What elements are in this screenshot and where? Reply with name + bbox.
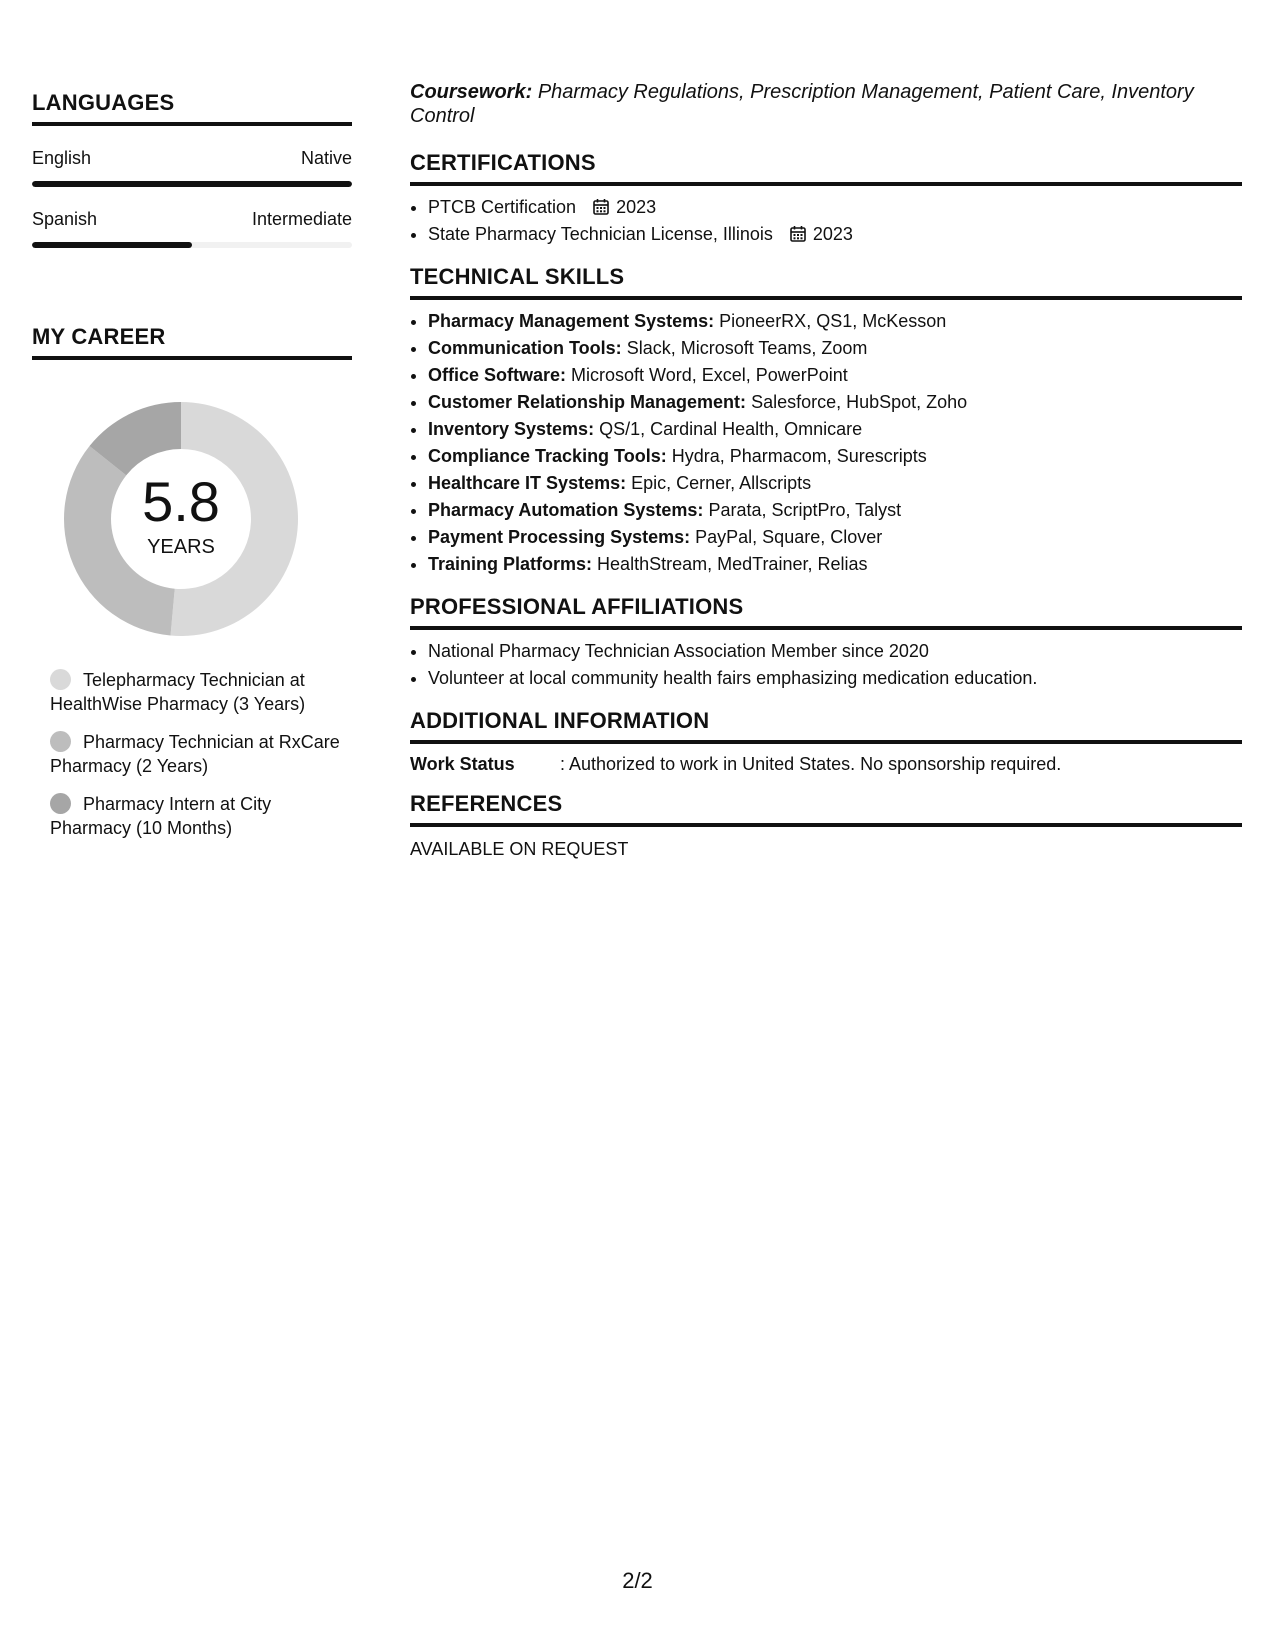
skill-values: Hydra, Pharmacom, Surescripts — [671, 446, 927, 466]
career-section — [32, 324, 352, 840]
career-heading: MY CAREER — [32, 324, 352, 360]
languages-heading: LANGUAGES — [32, 90, 352, 126]
skill-values: PayPal, Square, Clover — [695, 527, 883, 547]
right-column — [410, 80, 1242, 876]
skill-category: Payment Processing Systems: — [428, 527, 691, 547]
skill-values: Slack, Microsoft Teams, Zoom — [626, 338, 868, 358]
language-bar-fill — [32, 242, 192, 248]
languages-list — [32, 148, 352, 248]
skill-values: Epic, Cerner, Allscripts — [631, 473, 812, 493]
certification-item — [428, 221, 1242, 248]
skill-values: Parata, ScriptPro, Talyst — [708, 500, 902, 520]
references-heading: REFERENCES — [410, 791, 1242, 827]
skill-item — [428, 551, 1242, 578]
skill-values: Salesforce, HubSpot, Zoho — [751, 392, 968, 412]
references-section — [410, 791, 1242, 860]
affiliation-item: • National Pharmacy Technician Association Member since 2020 — [428, 638, 1242, 665]
language-bar — [32, 242, 352, 248]
calendar-icon — [790, 225, 806, 242]
language-name: English — [32, 148, 92, 168]
career-donut-chart — [56, 394, 306, 644]
career-legend — [50, 668, 352, 840]
additional-info-heading: ADDITIONAL INFORMATION — [410, 708, 1242, 744]
certification-year: 2023 — [616, 197, 657, 217]
skill-category: Communication Tools: — [428, 338, 622, 358]
calendar-icon — [593, 198, 609, 215]
language-item — [32, 148, 352, 187]
skill-item — [428, 389, 1242, 416]
skill-item — [428, 443, 1242, 470]
coursework-label: Coursework: — [410, 81, 533, 103]
certification-year: 2023 — [812, 224, 853, 244]
page-number: 2/2 — [622, 1568, 653, 1593]
language-bar-fill — [32, 181, 352, 187]
work-status-label: Work Status — [410, 754, 515, 774]
language-name: Spanish — [32, 209, 98, 229]
affiliations-section — [410, 594, 1242, 692]
left-column — [32, 90, 352, 854]
legend-label: Pharmacy Intern at City Pharmacy (10 Months) — [50, 794, 272, 838]
skill-values: Microsoft Word, Excel, PowerPoint — [571, 365, 848, 385]
skill-category: Customer Relationship Management: — [428, 392, 747, 412]
affiliation-item: • Volunteer at local community health fairs emphasizing medication education. — [428, 665, 1242, 692]
certifications-section — [410, 150, 1242, 248]
language-bar — [32, 181, 352, 187]
skill-item — [428, 362, 1242, 389]
skill-item — [428, 524, 1242, 551]
skill-category: Office Software: — [428, 365, 567, 385]
references-text: AVAILABLE ON REQUEST — [410, 839, 629, 859]
career-legend-item — [50, 668, 352, 716]
career-legend-item — [50, 730, 352, 778]
affiliations-heading: PROFESSIONAL AFFILIATIONS — [410, 594, 1242, 630]
language-level: Native — [300, 148, 352, 168]
language-level: Intermediate — [251, 209, 352, 229]
skill-category: Healthcare IT Systems: — [428, 473, 627, 493]
skill-values: QS/1, Cardinal Health, Omnicare — [599, 419, 863, 439]
legend-swatch — [50, 793, 71, 814]
technical-skills-heading: TECHNICAL SKILLS — [410, 264, 1242, 300]
language-item — [32, 209, 352, 248]
coursework — [410, 80, 1242, 128]
certifications-heading: CERTIFICATIONS — [410, 150, 1242, 186]
career-legend-item — [50, 792, 352, 840]
certification-item — [428, 194, 1242, 221]
legend-label: Telepharmacy Technician at HealthWise Pharmacy (3 Years) — [50, 670, 306, 714]
skill-category: Pharmacy Management Systems: — [428, 311, 715, 331]
skill-item — [428, 335, 1242, 362]
skill-values: PioneerRX, QS1, McKesson — [719, 311, 947, 331]
skill-category: Compliance Tracking Tools: — [428, 446, 667, 466]
work-status-value: : Authorized to work in United States. No sponsorship required. — [560, 754, 1062, 774]
technical-skills-section — [410, 264, 1242, 578]
skill-category: Inventory Systems: — [428, 419, 595, 439]
skill-item — [428, 416, 1242, 443]
skill-item — [428, 497, 1242, 524]
skill-category: Training Platforms: — [428, 554, 593, 574]
legend-label: Pharmacy Technician at RxCare Pharmacy (2 Years) — [50, 732, 340, 776]
additional-info-section — [410, 708, 1242, 775]
certification-name: State Pharmacy Technician License, Illinois — [428, 224, 773, 244]
career-total-years: 5.8 — [142, 469, 220, 533]
career-total-unit: YEARS — [147, 535, 215, 558]
certification-name: PTCB Certification — [428, 197, 577, 217]
skill-item — [428, 470, 1242, 497]
work-status-row — [410, 754, 1242, 775]
legend-swatch — [50, 669, 71, 690]
skill-item — [428, 308, 1242, 335]
coursework-text: Pharmacy Regulations, Prescription Management, Patient Care, Inventory Control — [410, 81, 1194, 127]
legend-swatch — [50, 731, 71, 752]
skill-category: Pharmacy Automation Systems: — [428, 500, 704, 520]
skill-values: HealthStream, MedTrainer, Relias — [597, 554, 868, 574]
